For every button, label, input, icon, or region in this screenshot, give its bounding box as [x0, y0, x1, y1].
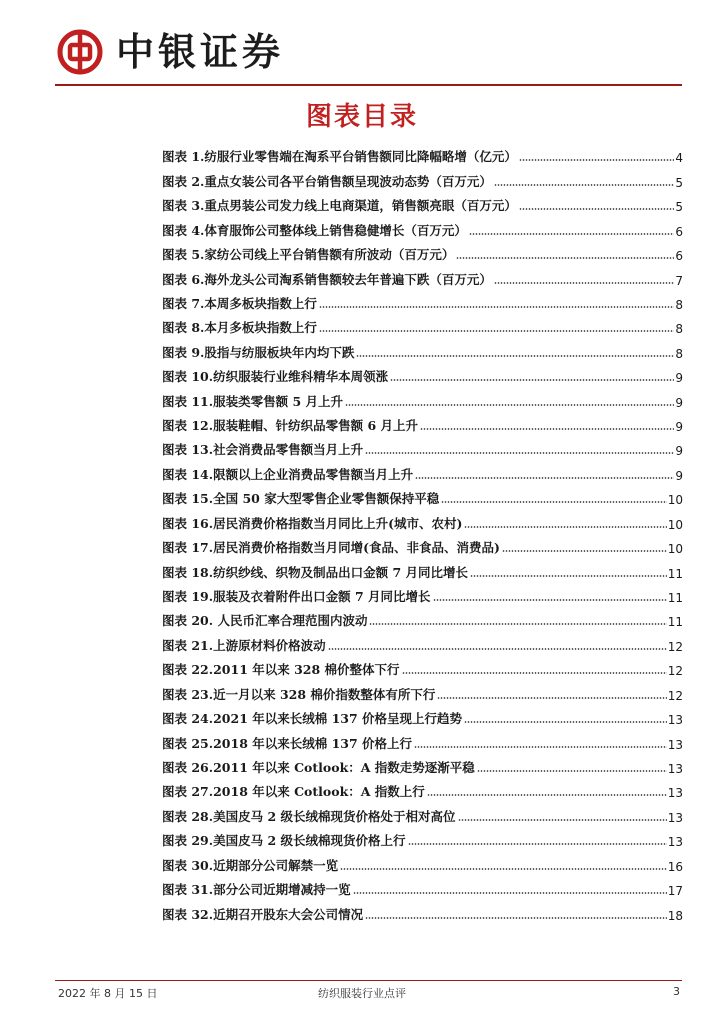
toc-leader-dots	[494, 282, 674, 284]
header-divider	[55, 84, 682, 86]
toc-entry-label: 图表 15.全国 50 家大型零售企业零售额保持平稳	[162, 491, 440, 507]
toc-entry-label: 图表 8.本月多板块指数上行	[162, 320, 317, 336]
toc-entry-label: 图表 1.纺服行业零售端在淘系平台销售额同比降幅略增（亿元）	[162, 149, 517, 165]
toc-leader-dots	[519, 159, 674, 161]
toc-entry[interactable]	[162, 312, 683, 336]
toc-leader-dots	[420, 428, 674, 430]
toc-entry-label: 图表 26.2011 年以来 Cotlook：A 指数走势逐渐平稳	[162, 759, 475, 775]
toc-leader-dots	[433, 599, 667, 601]
toc-entry[interactable]	[162, 874, 683, 898]
toc-leader-dots	[414, 746, 667, 748]
toc-leader-dots	[519, 208, 674, 210]
toc-leader-dots	[345, 404, 674, 406]
toc-entry[interactable]	[162, 703, 683, 727]
toc-entry-label: 图表 3.重点男装公司发力线上电商渠道，销售额亮眼（百万元）	[162, 198, 517, 214]
toc-entry[interactable]	[162, 165, 683, 189]
toc-entry[interactable]	[162, 239, 683, 263]
footer-date: 2022 年 8 月 15 日	[58, 987, 158, 1000]
toc-entry-page: 7	[675, 273, 683, 288]
toc-leader-dots	[427, 794, 667, 796]
page-title: 图表目录	[305, 102, 418, 132]
footer-divider	[55, 980, 682, 981]
toc-entry[interactable]	[162, 776, 683, 800]
toc-entry[interactable]	[162, 800, 683, 824]
toc-entry-page: 8	[675, 297, 683, 312]
toc-entry[interactable]	[162, 190, 683, 214]
toc-entry[interactable]	[162, 825, 683, 849]
toc-entry-page: 10	[667, 493, 683, 508]
toc-leader-dots	[319, 330, 674, 332]
toc-entry-label: 图表 10.纺织服装行业维科精华本周领涨	[162, 369, 389, 385]
toc-entry-page: 12	[667, 664, 683, 679]
toc-leader-dots	[464, 526, 666, 528]
bank-of-china-logo-icon	[56, 28, 104, 76]
toc-entry-page: 8	[675, 346, 683, 361]
toc-entry[interactable]	[162, 385, 683, 409]
toc-entry-page: 10	[667, 542, 683, 557]
toc-leader-dots	[456, 257, 674, 259]
toc-entry-page: 10	[667, 517, 683, 532]
toc-leader-dots	[390, 379, 674, 381]
toc-entry-label: 图表 9.股指与纺服板块年内均下跌	[162, 344, 355, 360]
toc-entry[interactable]	[162, 532, 683, 556]
toc-entry[interactable]	[162, 434, 683, 458]
toc-leader-dots	[494, 184, 674, 186]
toc-leader-dots	[365, 917, 667, 919]
toc-entry-page: 9	[675, 444, 683, 459]
toc-entry-label: 图表 32.近期召开股东大会公司情况	[162, 906, 364, 922]
toc-entry[interactable]	[162, 581, 683, 605]
toc-entry-page: 18	[667, 908, 683, 923]
toc-entry[interactable]	[162, 727, 683, 751]
toc-entry-label: 图表 22.2011 年以来 328 棉价整体下行	[162, 662, 400, 678]
toc-entry-page: 9	[675, 395, 683, 410]
toc-entry-label: 图表 4.体育服饰公司整体线上销售稳健增长（百万元）	[162, 222, 467, 238]
toc-entry[interactable]	[162, 678, 683, 702]
table-of-figures	[162, 141, 683, 923]
toc-leader-dots	[477, 770, 667, 772]
toc-entry-page: 6	[675, 224, 683, 239]
toc-entry-label: 图表 20. 人民币汇率合理范围内波动	[162, 613, 368, 629]
toc-entry-page: 11	[667, 591, 683, 606]
toc-entry[interactable]	[162, 849, 683, 873]
toc-entry[interactable]	[162, 410, 683, 434]
toc-entry-page: 11	[667, 566, 683, 581]
toc-entry-page: 12	[667, 688, 683, 703]
toc-entry-label: 图表 2.重点女装公司各平台销售额呈现波动态势（百万元）	[162, 173, 492, 189]
toc-leader-dots	[408, 843, 667, 845]
toc-entry-label: 图表 23.近一月以来 328 棉价指数整体有所下行	[162, 686, 436, 702]
toc-entry-page: 5	[675, 200, 683, 215]
toc-entry-page: 8	[675, 322, 683, 337]
toc-leader-dots	[470, 575, 667, 577]
toc-leader-dots	[402, 672, 667, 674]
toc-entry-page: 13	[667, 761, 683, 776]
toc-leader-dots	[319, 306, 674, 308]
toc-entry-label: 图表 27.2018 年以来 Cotlook：A 指数上行	[162, 784, 425, 800]
toc-entry-label: 图表 25.2018 年以来长绒棉 137 价格上行	[162, 735, 413, 751]
toc-entry-label: 图表 7.本周多板块指数上行	[162, 295, 317, 311]
toc-entry[interactable]	[162, 483, 683, 507]
toc-entry-page: 13	[667, 810, 683, 825]
toc-leader-dots	[441, 501, 667, 503]
toc-entry-label: 图表 30.近期部分公司解禁一览	[162, 857, 339, 873]
toc-entry-page: 13	[667, 835, 683, 850]
toc-entry-page: 5	[675, 175, 683, 190]
toc-leader-dots	[469, 233, 674, 235]
toc-leader-dots	[365, 452, 674, 454]
toc-entry[interactable]	[162, 336, 683, 360]
page-header	[56, 22, 676, 82]
toc-entry-label: 图表 17.居民消费价格指数当月同增(食品、非食品、消费品)	[162, 540, 500, 556]
toc-entry-label: 图表 31.部分公司近期增减持一览	[162, 882, 351, 898]
toc-entry[interactable]	[162, 654, 683, 678]
toc-entry-page: 6	[675, 249, 683, 264]
toc-entry[interactable]	[162, 263, 683, 287]
toc-entry-label: 图表 6.海外龙头公司淘系销售额较去年普遍下跌（百万元）	[162, 271, 492, 287]
footer-report-type: 纺织服装行业点评	[318, 987, 406, 1000]
toc-leader-dots	[369, 623, 666, 625]
toc-entry[interactable]	[162, 898, 683, 922]
toc-leader-dots	[328, 648, 667, 650]
toc-entry-page: 13	[667, 713, 683, 728]
toc-leader-dots	[437, 697, 666, 699]
toc-entry-label: 图表 28.美国皮马 2 级长绒棉现货价格处于相对高位	[162, 808, 456, 824]
toc-entry[interactable]	[162, 752, 683, 776]
toc-leader-dots	[502, 550, 667, 552]
toc-entry-page: 16	[667, 859, 683, 874]
toc-entry-label: 图表 14.限额以上企业消费品零售额当月上升	[162, 466, 414, 482]
toc-entry[interactable]	[162, 507, 683, 531]
toc-entry[interactable]	[162, 605, 683, 629]
toc-entry-page: 13	[667, 737, 683, 752]
toc-leader-dots	[415, 477, 674, 479]
brand-name: 中银证券	[116, 30, 285, 74]
toc-entry-label: 图表 29.美国皮马 2 级长绒棉现货价格上行	[162, 833, 406, 849]
toc-entry-label: 图表 11.服装类零售额 5 月上升	[162, 393, 344, 409]
toc-leader-dots	[464, 721, 667, 723]
toc-entry-page: 11	[667, 615, 683, 630]
toc-leader-dots	[356, 355, 674, 357]
footer-page-number: 3	[673, 985, 680, 998]
toc-entry-label: 图表 16.居民消费价格指数当月同比上升(城市、农村)	[162, 515, 463, 531]
toc-entry-label: 图表 13.社会消费品零售额当月上升	[162, 442, 364, 458]
toc-entry-page: 9	[675, 371, 683, 386]
toc-entry-page: 17	[667, 884, 683, 899]
toc-entry-page: 13	[667, 786, 683, 801]
toc-entry[interactable]	[162, 141, 683, 165]
toc-entry-label: 图表 21.上游原材料价格波动	[162, 637, 326, 653]
toc-leader-dots	[353, 892, 667, 894]
toc-entry[interactable]	[162, 288, 683, 312]
toc-leader-dots	[340, 868, 667, 870]
toc-entry-label: 图表 24.2021 年以来长绒棉 137 价格呈现上行趋势	[162, 711, 463, 727]
toc-entry-label: 图表 12.服装鞋帽、针纺织品零售额 6 月上升	[162, 418, 419, 434]
toc-entry[interactable]	[162, 458, 683, 482]
toc-entry[interactable]	[162, 556, 683, 580]
toc-entry-page: 9	[675, 420, 683, 435]
toc-entry[interactable]	[162, 214, 683, 238]
toc-entry-page: 9	[675, 468, 683, 483]
toc-entry[interactable]	[162, 361, 683, 385]
toc-leader-dots	[458, 819, 667, 821]
toc-entry-label: 图表 18.纺织纱线、织物及制品出口金额 7 月同比增长	[162, 564, 469, 580]
toc-entry-label: 图表 19.服装及衣着附件出口金额 7 月同比增长	[162, 589, 431, 605]
toc-entry[interactable]	[162, 629, 683, 653]
toc-entry-label: 图表 5.家纺公司线上平台销售额有所波动（百万元）	[162, 247, 455, 263]
toc-entry-page: 4	[675, 151, 683, 166]
toc-entry-page: 12	[667, 639, 683, 654]
